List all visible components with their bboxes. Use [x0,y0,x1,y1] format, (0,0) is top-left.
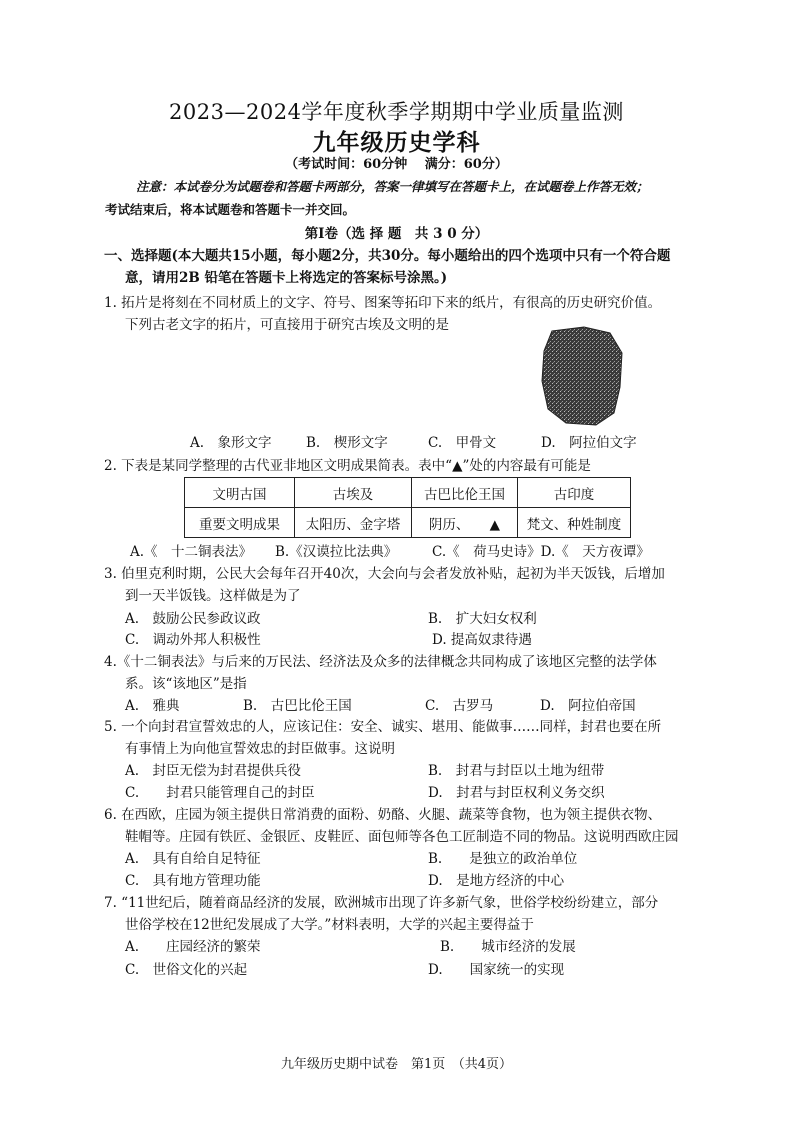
question-6-option-c: C. 具有地方管理功能 [125,873,261,889]
question-1-stem: 1. 拓片是将刻在不同材质上的文字、符号、图案等拓印下来的纸片，有很高的历史研究价值。 [104,295,662,311]
question-3-option-d: D. 提高奴隶待遇 [432,632,532,648]
question-5-option-d: D. 封君与封臣权利义务交织 [428,785,605,801]
table-cell: 重要文明成果 [185,508,295,538]
question-2-option-a: A.《 十二铜表法》 [130,544,253,560]
question-7-stem: 世俗学校在12世纪发展成了大学。”材料表明，大学的兴起主要得益于 [125,917,534,933]
question-6-option-b: B. 是独立的政治单位 [428,851,578,867]
table-cell: 古巴比伦王国 [412,478,518,508]
table-row [185,508,631,538]
question-5-option-a: A. 封臣无偿为封君提供兵役 [125,763,302,779]
question-7-option-d: D. 国家统一的实现 [428,962,565,978]
table-cell: 梵文、种姓制度 [518,508,631,538]
question-1-option-d: D. 阿拉伯文字 [541,435,637,451]
table-cell: 古埃及 [295,478,412,508]
question-4-option-c: C. 古罗马 [425,698,494,714]
question-2-stem: 2. 下表是某同学整理的古代亚非地区文明成果简表。表中“▲”处的内容最有可能是 [104,458,591,474]
question-4-option-b: B. 古巴比伦王国 [243,698,352,714]
instructions-line-2: 意，请用2B 铅笔在答题卡上将选定的答案标号涂黑。) [125,270,448,286]
civilization-table [184,477,631,538]
notice-line-2: 考试结束后，将本试题卷和答题卡一并交回。 [105,202,356,217]
question-1-stem: 下列古老文字的拓片，可直接用于研究古埃及文明的是 [125,317,449,333]
table-cell: 太阳历、金字塔 [295,508,412,538]
table-cell: 文明古国 [185,478,295,508]
table-row [185,478,631,508]
question-7-option-a: A. 庄园经济的繁荣 [125,939,261,955]
question-3-stem: 3. 伯里克利时期，公民大会每年召开40次，大会向与会者发放补贴，起初为半天饭钱，后增加 [104,566,665,582]
question-3-option-b: B. 扩大妇女权利 [428,611,537,627]
question-5-option-c: C. 封君只能管理自己的封臣 [125,785,315,801]
question-4-option-a: A. 雅典 [125,698,180,714]
question-7-option-b: B. 城市经济的发展 [440,939,576,955]
table-cell: 古印度 [518,478,631,508]
question-6-option-d: D. 是地方经济的中心 [428,873,565,889]
question-3-option-a: A. 鼓励公民参政议政 [125,611,261,627]
exam-subject: 九年级历史学科 [312,129,481,156]
table-cell: 阴历、 ▲ [412,508,518,538]
page-footer: 九年级历史期中试卷 第1页 （共4页） [280,1057,513,1072]
question-1-option-b: B. 楔形文字 [306,435,388,451]
question-4-stem: 系。该“该地区”是指 [125,676,247,692]
exam-title: 2023—2024学年度秋季学期期中学业质量监测 [169,100,624,124]
question-7-stem: 7. “11世纪后，随着商品经济的发展，欧洲城市出现了许多新气象，世俗学校纷纷建立，部分 [104,895,659,911]
question-2-option-b: B.《汉谟拉比法典》 [275,544,398,560]
question-7-option-c: C. 世俗文化的兴起 [125,962,248,978]
notice-line-1: 注意：本试卷分为试题卷和答题卡两部分，答案一律填写在答题卡上，在试题卷上作答无效； [136,179,649,194]
question-6-stem: 鞋帽等。庄园有铁匠、金银匠、皮鞋匠、面包师等各色工匠制造不同的物品。这说明西欧庄园 [125,829,679,845]
question-5-option-b: B. 封君与封臣以土地为纽带 [428,763,605,779]
question-4-option-d: D. 阿拉伯帝国 [540,698,636,714]
exam-info: （考试时间：60分钟 满分：60分） [285,157,508,172]
question-1-option-a: A. 象形文字 [190,435,272,451]
question-3-option-c: C. 调动外邦人积极性 [125,632,261,648]
question-6-stem: 6. 在西欧，庄园为领主提供日常消费的面粉、奶酪、火腿、蔬菜等食物，也为领主提供衣物、 [104,807,662,823]
section-title: 第Ⅰ卷（选 择 题 共 3 0 分） [304,226,489,242]
question-5-stem: 5. 一个向封君宣誓效忠的人，应该记住：安全、诚实、堪用、能做事……同样，封君也要在所 [104,719,662,735]
question-6-option-a: A. 具有自给自足特征 [125,851,261,867]
question-5-stem: 有事情上为向他宣誓效忠的封臣做事。这说明 [125,741,395,757]
question-4-stem: 4.《十二铜表法》与后来的万民法、经济法及众多的法律概念共同构成了该地区完整的法学体 [104,654,657,670]
question-1-option-c: C. 甲骨文 [428,435,497,451]
question-2-option-cd: C.《 荷马史诗》D.《 天方夜谭》 [432,544,650,560]
instructions-line-1: 一、选择题(本大题共15小题，每小题2分，共30分。每小题给出的四个选项中只有一个符合题 [104,248,671,264]
rubbing-image [538,325,624,427]
question-3-stem: 到一天半饭钱。这样做是为了 [125,588,301,604]
